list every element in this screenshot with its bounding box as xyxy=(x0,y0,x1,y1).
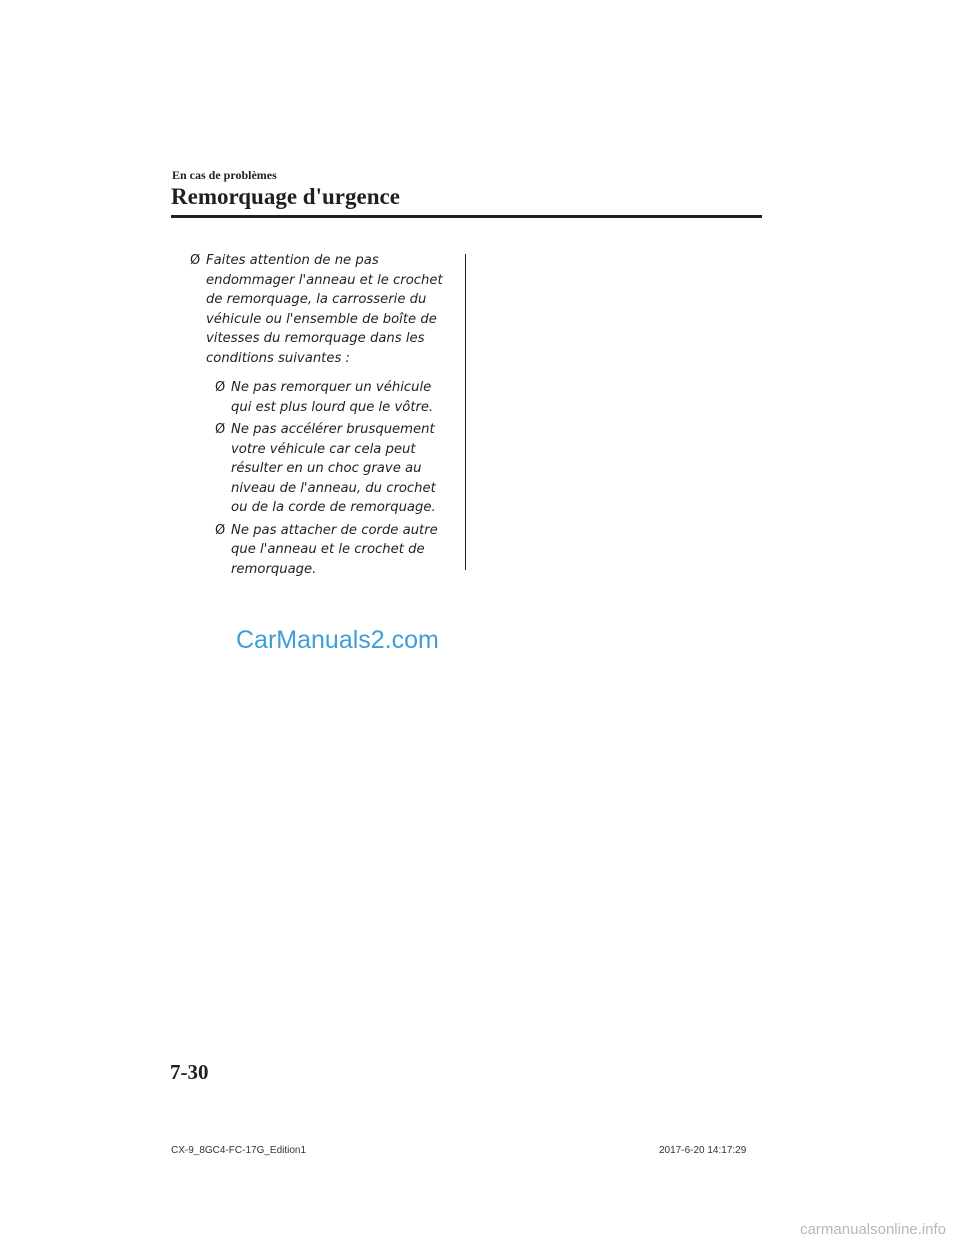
carmanuals-watermark: CarManuals2.com xyxy=(236,626,439,654)
sub-bullet-list xyxy=(215,378,452,579)
site-watermark[interactable]: carmanualsonline.info xyxy=(800,1221,946,1238)
arrow-bullet-icon: Ø xyxy=(215,380,226,395)
arrow-bullet-icon: Ø xyxy=(215,422,226,437)
page-title: Remorquage d'urgence xyxy=(171,184,400,209)
footer-edition: CX-9_8GC4-FC-17G_Edition1 xyxy=(171,1145,307,1156)
sub-bullet-1 xyxy=(215,378,452,417)
sub-bullet-3 xyxy=(215,521,452,580)
sub-bullet-text: Ne pas remorquer un véhicule qui est plus lourd que le vôtre. xyxy=(231,380,434,415)
page-number: 7-30 xyxy=(170,1060,209,1084)
content-column xyxy=(190,251,452,582)
sub-bullet-text: Ne pas accélérer brusquement votre véhicule car cela peut résulter en un choc grave au niveau de l'anneau, du crochet ou de la corde de remorquage. xyxy=(231,422,436,515)
bullet-main xyxy=(190,251,452,368)
sub-bullet-text: Ne pas attacher de corde autre que l'anneau et le crochet de remorquage. xyxy=(231,522,438,577)
column-divider xyxy=(465,254,466,570)
footer-date: 2017-6-20 14:17:29 xyxy=(659,1145,747,1156)
bullet-main-text: Faites attention de ne pas endommager l'anneau et le crochet de remorquage, la carrosserie du véhicule ou l'ensemble de boîte de vitesses du remorquage dans les conditions suivantes : xyxy=(206,253,443,366)
arrow-bullet-icon: Ø xyxy=(190,253,201,268)
title-rule xyxy=(171,215,762,218)
arrow-bullet-icon: Ø xyxy=(215,522,226,538)
section-label: En cas de problèmes xyxy=(172,168,277,182)
sub-bullet-2 xyxy=(215,420,452,518)
